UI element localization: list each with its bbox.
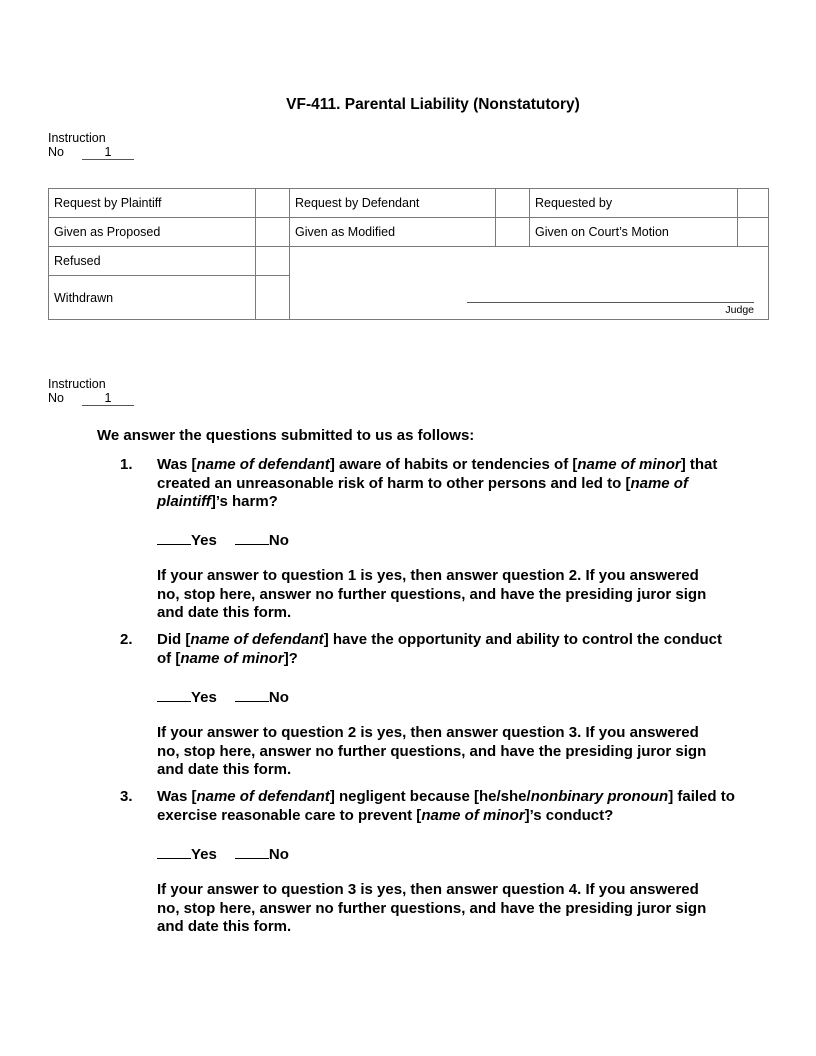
judge-signature-area <box>290 247 769 320</box>
question-3-answer <box>157 844 289 865</box>
question-2-answer <box>157 687 289 708</box>
judge-label: Judge <box>725 304 754 316</box>
no-blank[interactable] <box>235 844 269 859</box>
refused-checkbox[interactable] <box>256 247 290 276</box>
instruction-number-block <box>48 377 134 406</box>
request-by-defendant-label: Request by Defendant <box>290 189 496 218</box>
instruction-label: Instruction <box>48 377 106 391</box>
withdrawn-label: Withdrawn <box>49 276 256 320</box>
request-by-defendant-checkbox[interactable] <box>496 189 530 218</box>
given-as-proposed-checkbox[interactable] <box>256 218 290 247</box>
yes-label: Yes <box>191 846 217 863</box>
question-number: 2. <box>120 631 133 648</box>
question-text: Was [name of defendant] aware of habits or tendencies of [name of minor] that created an unreasonable risk of harm to other persons and led to [name of plaintiff]’s harm? <box>157 456 718 510</box>
requested-by-label: Requested by <box>530 189 738 218</box>
yes-blank[interactable] <box>157 687 191 702</box>
request-by-plaintiff-checkbox[interactable] <box>256 189 290 218</box>
instruction-number-block <box>48 131 134 160</box>
no-label: No <box>268 689 289 706</box>
withdrawn-checkbox[interactable] <box>256 276 290 320</box>
given-on-courts-motion-checkbox[interactable] <box>738 218 769 247</box>
refused-label: Refused <box>49 247 256 276</box>
yes-label: Yes <box>191 532 217 549</box>
instruction-no-label: No <box>48 391 64 405</box>
question-1-followup: If your answer to question 1 is yes, then answer question 2. If you answered no, stop here, answer no further questions, and have the presiding juror sign and date this form. <box>157 567 707 621</box>
question-1-answer <box>157 530 289 551</box>
no-label: No <box>268 846 289 863</box>
question-1 <box>120 456 740 512</box>
verdict-intro: We answer the questions submitted to us as follows: <box>97 427 475 444</box>
request-by-plaintiff-label: Request by Plaintiff <box>49 189 256 218</box>
instruction-label: Instruction <box>48 131 106 145</box>
page-title: VF-411. Parental Liability (Nonstatutory) <box>286 96 580 113</box>
yes-label: Yes <box>191 689 217 706</box>
question-text: Was [name of defendant] negligent because [he/she/nonbinary pronoun] failed to exercise reasonable care to prevent [name of minor]’s conduct? <box>157 788 735 824</box>
question-2-followup: If your answer to question 2 is yes, then answer question 3. If you answered no, stop here, answer no further questions, and have the presiding juror sign and date this form. <box>157 724 707 778</box>
judge-signature-line[interactable] <box>467 302 754 303</box>
no-label: No <box>268 532 289 549</box>
no-blank[interactable] <box>235 530 269 545</box>
given-as-modified-checkbox[interactable] <box>496 218 530 247</box>
question-number: 3. <box>120 788 133 805</box>
question-3 <box>120 788 740 825</box>
question-number: 1. <box>120 456 133 473</box>
given-on-courts-motion-label: Given on Court’s Motion <box>530 218 738 247</box>
yes-blank[interactable] <box>157 844 191 859</box>
question-3-followup: If your answer to question 3 is yes, then answer question 4. If you answered no, stop here, answer no further questions, and have the presiding juror sign and date this form. <box>157 881 707 935</box>
instruction-no-label: No <box>48 145 64 159</box>
instruction-number-field[interactable]: 1 <box>82 146 134 160</box>
question-text: Did [name of defendant] have the opportunity and ability to control the conduct of [name of minor]? <box>157 631 723 667</box>
requested-by-checkbox[interactable] <box>738 189 769 218</box>
no-blank[interactable] <box>235 687 269 702</box>
given-as-proposed-label: Given as Proposed <box>49 218 256 247</box>
question-2 <box>120 631 740 668</box>
given-as-modified-label: Given as Modified <box>290 218 496 247</box>
yes-blank[interactable] <box>157 530 191 545</box>
request-status-table <box>48 188 769 320</box>
instruction-number-field[interactable]: 1 <box>82 392 134 406</box>
